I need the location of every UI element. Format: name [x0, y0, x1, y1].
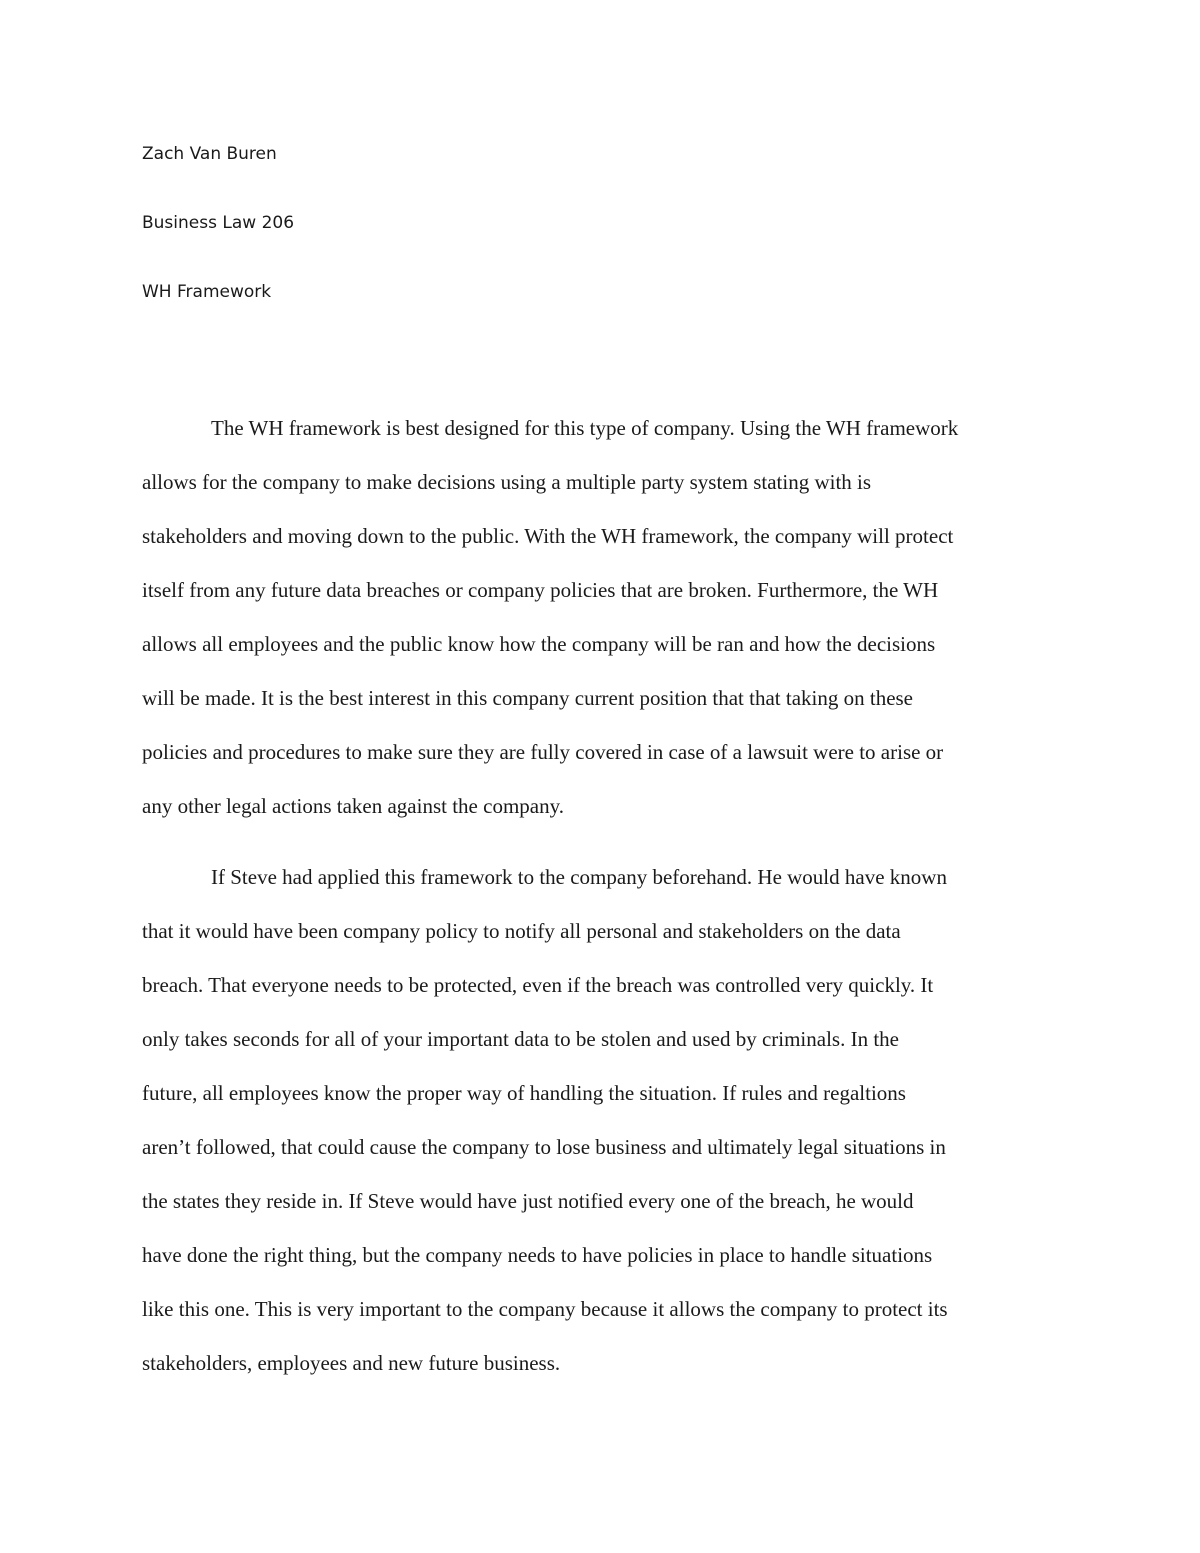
paragraph-line: the states they reside in. If Steve would have just notified every one of the breach, he would: [142, 1189, 914, 1213]
document-title: WH Framework: [142, 282, 272, 302]
paragraph-line: any other legal actions taken against the company.: [142, 794, 564, 818]
author-name: Zach Van Buren: [142, 144, 277, 164]
paragraph-line: aren’t followed, that could cause the company to lose business and ultimately legal situations in: [142, 1135, 946, 1159]
paragraph-line: stakeholders and moving down to the public. With the WH framework, the company will protect: [142, 524, 954, 548]
paragraph-line: The WH framework is best designed for this type of company. Using the WH framework: [211, 416, 959, 440]
paragraph-line: that it would have been company policy to notify all personal and stakeholders on the data: [142, 919, 901, 943]
paragraph-line: If Steve had applied this framework to the company beforehand. He would have known: [211, 865, 947, 889]
paragraph-line: stakeholders, employees and new future business.: [142, 1351, 561, 1375]
paragraph-line: allows all employees and the public know how the company will be ran and how the decisions: [142, 632, 936, 656]
paragraph-line: breach. That everyone needs to be protected, even if the breach was controlled very quickly. It: [142, 973, 934, 997]
paragraph-line: have done the right thing, but the company needs to have policies in place to handle situations: [142, 1243, 933, 1267]
paragraph-line: future, all employees know the proper way of handling the situation. If rules and regaltions: [142, 1081, 906, 1105]
course-name: Business Law 206: [142, 213, 295, 233]
paragraph-line: policies and procedures to make sure they are fully covered in case of a lawsuit were to arise or: [142, 740, 944, 764]
paragraph-line: like this one. This is very important to the company because it allows the company to protect its: [142, 1297, 948, 1321]
paragraph-line: only takes seconds for all of your important data to be stolen and used by criminals. In the: [142, 1027, 899, 1051]
paragraph-line: itself from any future data breaches or company policies that are broken. Furthermore, the WH: [142, 578, 939, 602]
paragraph-line: will be made. It is the best interest in this company current position that that taking on these: [142, 686, 914, 710]
paragraph-line: allows for the company to make decisions using a multiple party system stating with is: [142, 470, 872, 494]
